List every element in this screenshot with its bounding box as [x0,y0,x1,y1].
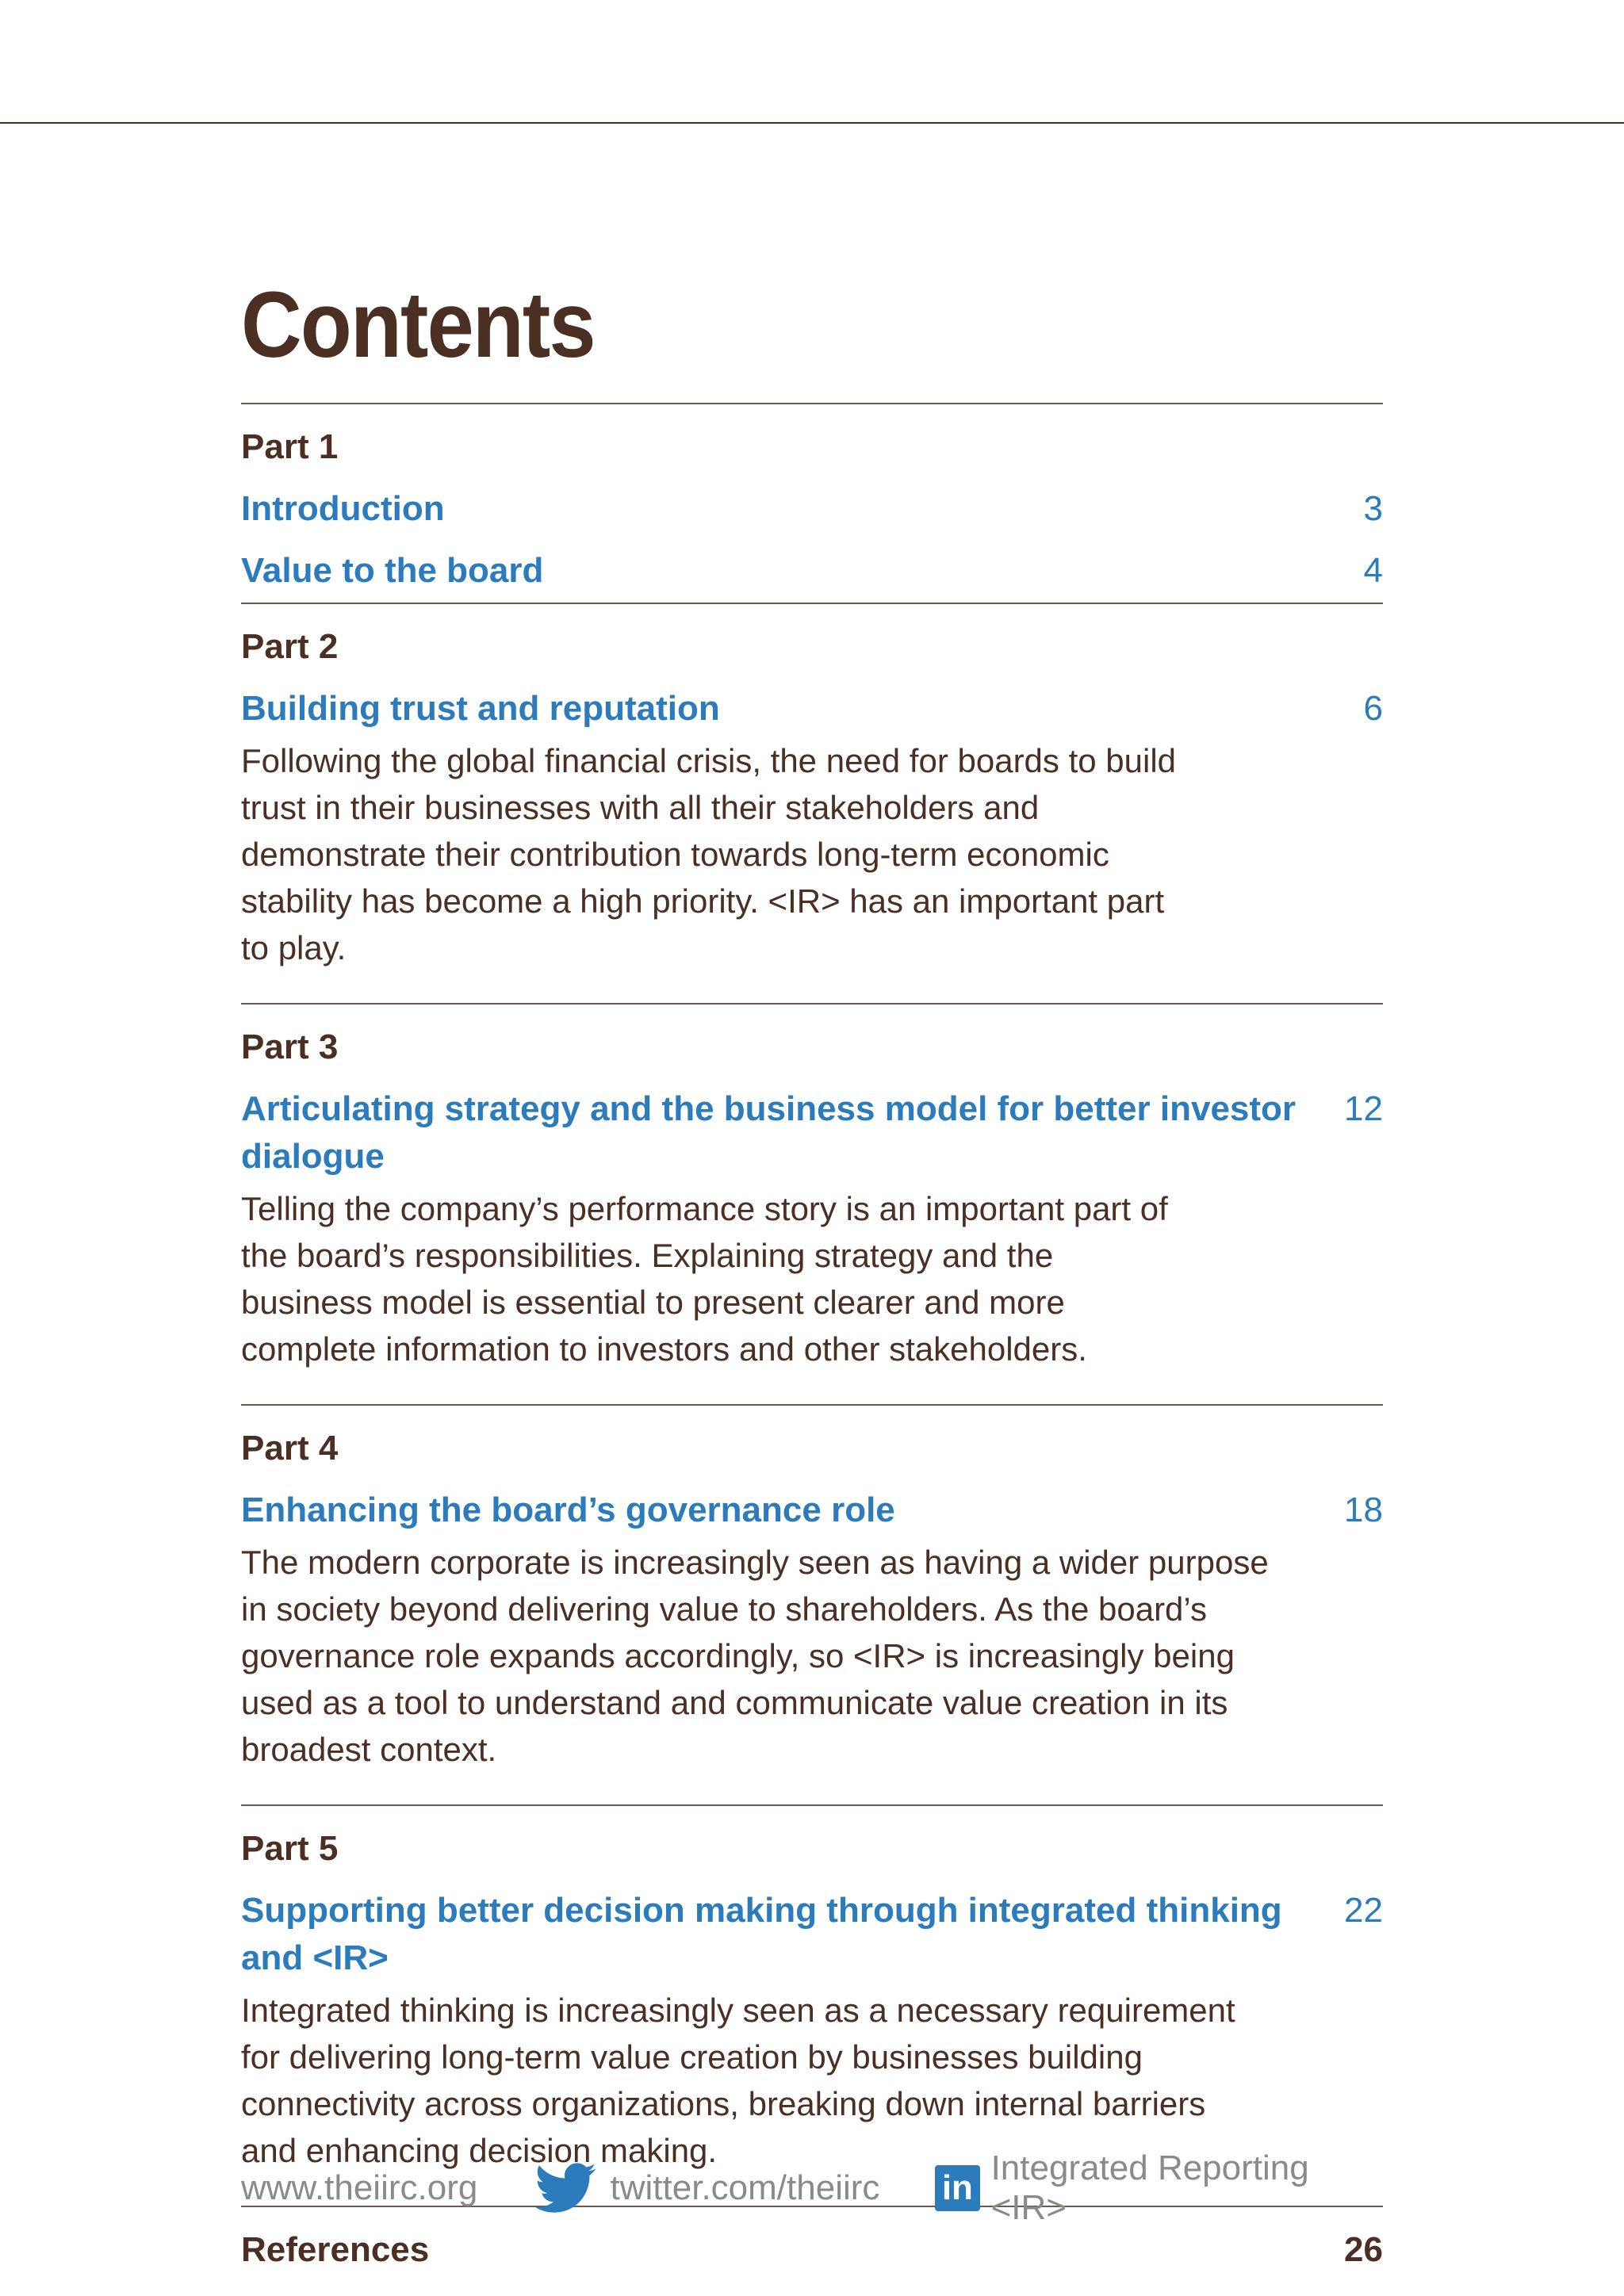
toc-entry-building-trust[interactable] [241,685,1383,733]
website-text[interactable]: www.theiirc.org [241,2168,478,2207]
toc-entry-title[interactable]: Introduction [241,489,445,528]
linkedin-text[interactable]: Integrated Reporting <IR> [990,2149,1309,2227]
part-4-section [241,1406,1383,1804]
part-1-section [241,404,1383,603]
toc-entry-description: Integrated thinking is increasingly seen as a necessary requirement for delivering long-term value creation by businesses building connectivity across organizations, breaking down internal barriers and enhancing decision making. [241,1992,1235,2169]
part-3-section [241,1004,1383,1404]
toc-entry-page: 4 [1363,551,1383,590]
footer [241,2149,1383,2228]
toc-entry-decision-making[interactable] [241,1887,1383,1982]
toc-entry-introduction[interactable] [241,485,1383,533]
part-label: Part 4 [241,1429,339,1468]
part-label: Part 1 [241,427,339,466]
linkedin-icon: in [935,2165,979,2211]
toc-entry-page: 18 [1344,1490,1383,1529]
twitter-text[interactable]: twitter.com/theiirc [610,2168,880,2207]
toc-entry-page: 3 [1363,489,1383,528]
toc-entry-title[interactable]: Enhancing the board’s governance role [241,1490,895,1529]
part-2-section [241,604,1383,1003]
part-label: Part 3 [241,1027,339,1066]
toc-entry-page: 12 [1344,1089,1383,1128]
part-label: Part 5 [241,1829,339,1868]
contents-page [241,270,1383,2274]
toc-entry-title[interactable]: Supporting better decision making through integrated thinking and <IR> [241,1891,1282,1977]
toc-entry-description: Following the global financial crisis, the need for boards to build trust in their businesses with all their stakeholders and demonstrate their contribution towards long-term economic stability has become a high priority. <IR> has an important part to play. [241,742,1177,966]
toc-entry-description: The modern corporate is increasingly seen as having a wider purpose in society beyond delivering value to shareholders. As the board’s governance role expands accordingly, so <IR> is increasingly being used as a tool to understand and communicate value creation in its broadest context. [241,1544,1269,1768]
part-5-section [241,1806,1383,2206]
references-page: 26 [1344,2230,1383,2269]
toc-entry-page: 22 [1344,1891,1383,1930]
toc-entry-title[interactable]: Articulating strategy and the business model for better investor dialogue [241,1089,1297,1176]
twitter-link[interactable] [534,2163,936,2214]
toc-entry-title[interactable]: Value to the board [241,551,544,590]
toc-entry-value-to-board[interactable] [241,547,1383,595]
website-link[interactable] [241,2168,534,2208]
toc-entry-page: 6 [1363,689,1383,728]
toc-entry-description: Telling the company’s performance story is an important part of the board’s responsibilities. Explaining strategy and the business model is essential to present clearer and more complete information to investors and other stakeholders. [241,1190,1168,1368]
toc-entry-governance-role[interactable] [241,1487,1383,1534]
linkedin-link[interactable] [935,2149,1383,2228]
references-label[interactable]: References [241,2230,430,2269]
toc-entry-title[interactable]: Building trust and reputation [241,689,720,728]
page-title: Contents [241,273,595,377]
twitter-bird-icon [534,2163,596,2214]
top-rule [0,122,1624,124]
toc-entry-articulating-strategy[interactable] [241,1085,1383,1181]
part-label: Part 2 [241,627,339,666]
